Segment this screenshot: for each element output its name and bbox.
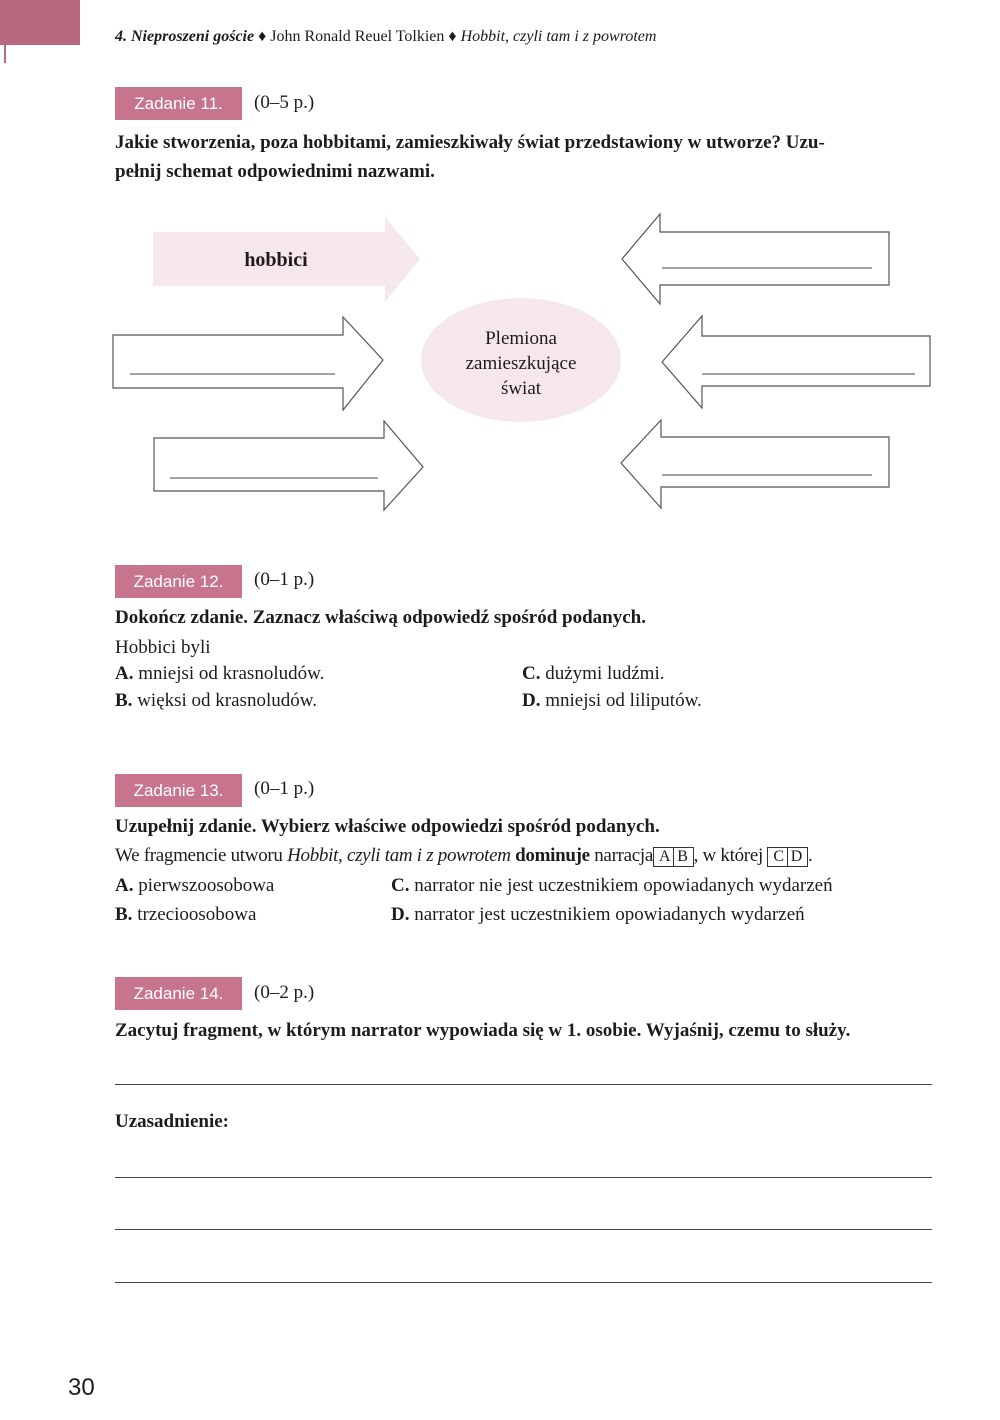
task-13-sentence-bold: dominuje [515, 845, 590, 866]
task-12-option-a-letter: A. [115, 663, 134, 684]
arrow-middle-left[interactable] [113, 317, 383, 410]
task-12-stem: Hobbici byli [115, 637, 211, 658]
center-text-line1: Plemiona [485, 328, 557, 349]
task-12-label: Zadanie 12. [115, 565, 242, 598]
task-13-option-d-letter: D. [391, 904, 410, 925]
task-13-option-a-text: pierwszoosobowa [138, 875, 275, 896]
bullet-2: ♦ [448, 28, 461, 45]
task-12-option-a[interactable] [115, 663, 324, 685]
task-12-instruction: Dokończ zdanie. Zaznacz właściwą odpowiedź spośród podanych. [115, 607, 646, 628]
task-13-option-d-text: narrator jest uczestnikiem opowiadanych wydarzeń [414, 904, 805, 925]
task-13-option-b-letter: B. [115, 904, 133, 925]
justification-label: Uzasadnienie: [115, 1111, 229, 1132]
book-title: Hobbit, czyli tam i z powrotem [460, 28, 657, 45]
task-11-instruction-line2: pełnij schemat odpowiednimi nazwami. [115, 161, 435, 182]
task-11-label: Zadanie 11. [115, 87, 242, 120]
arrow-example [153, 217, 420, 302]
task-12-points: (0–1 p.) [254, 569, 315, 590]
task-13-sentence-part3: , w której [693, 845, 763, 866]
chapter-title: 4. Nieproszeni goście [115, 28, 255, 45]
arrow-middle-right[interactable] [662, 316, 930, 408]
task-13-label: Zadanie 13. [115, 774, 242, 807]
task-12-option-d[interactable] [522, 690, 702, 712]
choice-box-cd-d[interactable]: D [787, 848, 805, 866]
task-14-instruction: Zacytuj fragment, w którym narrator wypowiada się w 1. osobie. Wyjaśnij, czemu to służy. [115, 1020, 851, 1041]
corner-rule [4, 45, 6, 63]
task-13-points: (0–1 p.) [254, 778, 315, 799]
task-12-option-a-text: mniejsi od krasnoludów. [138, 663, 325, 684]
task-13-sentence-part2: narracja [594, 845, 653, 866]
task-12-option-b[interactable] [115, 690, 317, 712]
task-13-option-c[interactable] [391, 875, 833, 897]
task-12-option-d-text: mniejsi od liliputów. [545, 690, 702, 711]
choice-box-cd[interactable] [767, 847, 808, 867]
task-11-instruction-line1: Jakie stworzenia, poza hobbitami, zamieszkiwały świat przedstawiony w utworze? Uzu- [115, 132, 825, 153]
justification-line-2[interactable] [115, 1229, 932, 1230]
justification-line-1[interactable] [115, 1177, 932, 1178]
choice-box-cd-c[interactable]: C [773, 848, 784, 865]
task-12-option-c-letter: C. [522, 663, 541, 684]
task-13-sentence: We fragmencie utworu Hobbit, czyli tam i z powrotem dominuje narracja A B , w której C D . [115, 845, 813, 866]
task-12-option-c-text: dużymi ludźmi. [545, 663, 665, 684]
bullet-1: ♦ [258, 28, 271, 45]
center-text-line3: świat [500, 378, 542, 399]
task-11-instruction [115, 128, 935, 186]
justification-line-3[interactable] [115, 1282, 932, 1283]
task-13-option-a[interactable] [115, 875, 274, 897]
task-13-sentence-title: Hobbit, czyli tam i z powrotem [287, 845, 511, 866]
tribes-diagram [0, 200, 1000, 530]
choice-box-ab-a[interactable]: A [659, 848, 671, 865]
task-11-points: (0–5 p.) [254, 92, 315, 113]
task-13-option-a-letter: A. [115, 875, 134, 896]
task-12-option-b-letter: B. [115, 690, 133, 711]
task-13-option-c-text: narrator nie jest uczestnikiem opowiadanych wydarzeń [414, 875, 833, 896]
running-head [115, 28, 656, 46]
task-14-points: (0–2 p.) [254, 982, 315, 1003]
arrow-top-right[interactable] [622, 214, 889, 304]
choice-box-ab[interactable] [653, 847, 694, 867]
task-13-option-b[interactable] [115, 904, 256, 926]
corner-tab [0, 0, 80, 45]
task-13-option-d[interactable] [391, 904, 805, 926]
choice-box-ab-b[interactable]: B [673, 848, 690, 866]
task-12-option-c[interactable] [522, 663, 665, 685]
task-13-option-b-text: trzecioosobowa [137, 904, 257, 925]
author-name: John Ronald Reuel Tolkien [270, 28, 445, 45]
task-14-label: Zadanie 14. [115, 977, 242, 1010]
task-12-option-b-text: więksi od krasnoludów. [137, 690, 317, 711]
example-answer-text: hobbici [244, 249, 308, 271]
quote-answer-line[interactable] [115, 1084, 932, 1085]
page-number: 30 [68, 1374, 95, 1401]
center-ellipse [421, 298, 621, 422]
task-13-sentence-part1: We fragmencie utworu [115, 845, 283, 866]
task-13-option-c-letter: C. [391, 875, 410, 896]
arrow-bottom-left[interactable] [154, 421, 423, 510]
task-13-instruction: Uzupełnij zdanie. Wybierz właściwe odpowiedzi spośród podanych. [115, 816, 660, 837]
center-text-line2: zamieszkujące [465, 353, 577, 374]
task-12-option-d-letter: D. [522, 690, 541, 711]
arrow-bottom-right[interactable] [621, 420, 889, 508]
